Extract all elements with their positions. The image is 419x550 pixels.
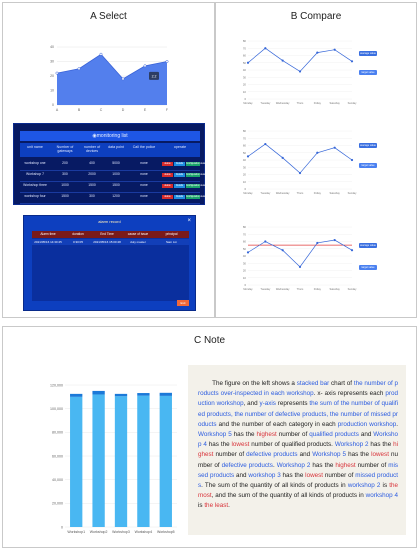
note-segment: the most: [198, 482, 398, 500]
note-segment: and the number of each category in each: [216, 420, 338, 428]
alarm-table: [32, 231, 189, 301]
table-cell: 1200: [112, 194, 120, 198]
note-segment: is: [198, 502, 205, 510]
area-chart[interactable]: [43, 41, 173, 113]
note-segment: . The sum of the quantity of all kinds of products in: [201, 482, 348, 490]
table-cell: 1000: [61, 183, 69, 187]
note-segment: has the: [231, 431, 257, 439]
column-header: principal: [165, 232, 178, 236]
average-value-button-3[interactable]: average value: [360, 244, 376, 247]
area-point: [166, 60, 168, 62]
stacked-bar-chart[interactable]: [41, 377, 181, 545]
y-tick-label: 0: [61, 525, 63, 530]
y-tick-label: 10: [242, 179, 246, 184]
series-point: [247, 155, 249, 157]
y-tick-label: 60: [242, 53, 246, 58]
y-tick-label: 100,000: [50, 406, 63, 411]
table-cell: 2021/05/16 14:30:45: [34, 240, 62, 244]
bar-segment: [115, 394, 127, 396]
area-point: [56, 72, 58, 74]
x-tick-label: Saturday: [329, 102, 340, 105]
alarm-table-row[interactable]: [32, 239, 189, 245]
table-cell: Workshop 7: [25, 172, 45, 176]
series-point: [247, 251, 249, 253]
alarm-table-header: [32, 231, 189, 238]
column-header: End Time: [100, 232, 114, 236]
series-point: [316, 152, 318, 154]
series-point: [351, 60, 353, 62]
column-header: duration: [72, 232, 84, 236]
note-segment: The figure on the left shows a: [212, 380, 297, 387]
note-segment: missed products: [198, 461, 399, 479]
y-tick-label: 70: [242, 46, 246, 51]
note-segment: missed products: [198, 471, 399, 490]
note-segment: . x- axis represents each: [313, 390, 386, 398]
note-segment: represents: [275, 400, 310, 408]
series-line: [248, 240, 352, 267]
y-tick-label: 20: [50, 74, 54, 79]
note-segment: has the: [280, 471, 306, 479]
area-point: [144, 65, 146, 67]
list-icon: ◉: [92, 133, 97, 139]
series-line: [248, 144, 352, 173]
y-tick-label: 40: [242, 158, 246, 162]
x-tick-label: F: [165, 108, 169, 112]
x-tick-label: Wednesday: [275, 288, 290, 291]
compare-chart-2[interactable]: [238, 127, 356, 199]
x-tick-label: Wednesday: [275, 192, 290, 195]
bar-segment: [160, 396, 172, 527]
note-segment: workshop 4: [365, 492, 399, 500]
x-tick-label: Tuesday: [260, 192, 271, 195]
y-tick-label: 0: [244, 187, 246, 191]
bar-segment: [92, 394, 104, 527]
note-segment: lowest: [231, 441, 250, 449]
y-tick-label: 40: [242, 254, 246, 258]
x-tick-label: Workshop5: [156, 530, 175, 534]
bar-segment: [115, 396, 127, 527]
y-tick-label: 50: [242, 60, 246, 65]
y-tick-label: 20: [242, 268, 246, 273]
y-tick-label: 60,000: [52, 454, 63, 459]
close-icon[interactable]: ×: [187, 218, 191, 224]
column-header: cause of issue: [127, 232, 149, 236]
x-tick-label: Friday: [313, 192, 321, 195]
area-point: [100, 53, 102, 55]
series-point: [351, 249, 353, 251]
note-segment: stacked bar: [296, 380, 330, 387]
series-point: [282, 59, 284, 61]
compare-chart-1[interactable]: [238, 37, 356, 109]
note-segment: and: [234, 471, 249, 479]
column-header: data point: [108, 145, 124, 149]
details-button[interactable]: Details: [175, 163, 184, 165]
configuration-details-button[interactable]: Configuration details: [186, 174, 207, 176]
table-row[interactable]: [20, 192, 207, 204]
target-value-button-1[interactable]: target value: [359, 70, 377, 75]
table-cell: Sam Lin: [165, 240, 177, 244]
note-segment: , and: [243, 400, 260, 408]
monitoring-list-title: [20, 131, 200, 141]
x-tick-label: Saturday: [329, 192, 340, 195]
note-segment: , and the sum of the quantity of all kinds of products in: [211, 492, 366, 500]
configuration-details-button[interactable]: Configuration details: [186, 163, 207, 165]
y-tick-label: 80,000: [52, 430, 63, 435]
note-segment: Workshop 5: [312, 451, 347, 459]
note-segment: production workshop: [198, 390, 398, 408]
note-segment: the number of products over-inspected in each workshop: [198, 380, 399, 398]
y-tick-label: 30: [242, 261, 246, 266]
series-point: [264, 143, 266, 145]
delete-button[interactable]: delete: [162, 162, 173, 166]
x-tick-label: Thurs: [296, 192, 304, 195]
series-point: [316, 52, 318, 54]
y-tick-label: 40: [50, 45, 54, 50]
alarm-record-dialog: [23, 215, 196, 311]
average-value-button-2[interactable]: average value: [360, 144, 376, 147]
table-cell: workshop one: [24, 161, 46, 165]
y-tick-label: 30: [242, 165, 246, 170]
panel-compare: [215, 2, 417, 318]
note-segment: number of: [323, 471, 356, 479]
x-tick-label: Monday: [243, 102, 253, 105]
y-tick-label: 10: [50, 88, 54, 93]
alarm-record-title: alarm record: [98, 219, 121, 224]
x-tick-label: Tuesday: [260, 102, 271, 105]
panel-c-title: C Note: [193, 335, 226, 346]
tooltip-value: 2.2: [151, 74, 157, 79]
bar-segment: [137, 393, 149, 396]
column-header: operate: [173, 145, 187, 149]
y-tick-label: 40: [242, 68, 246, 72]
x-tick-label: Workshop3: [112, 530, 130, 534]
table-cell: 2000: [88, 172, 96, 176]
table-cell: 0:30:05: [72, 240, 83, 244]
panel-note: [2, 326, 417, 548]
note-segment: is: [380, 482, 390, 490]
y-tick-label: 80: [242, 129, 246, 133]
note-segment: and: [358, 431, 374, 439]
details-button[interactable]: Details: [175, 185, 184, 187]
y-tick-label: 30: [50, 59, 54, 64]
bar-segment: [92, 391, 104, 395]
series-point: [247, 62, 249, 64]
y-tick-label: 60: [242, 143, 246, 148]
note-segment: the sum of the number of qualified products, the number of defective products, the number of missed products: [198, 400, 398, 428]
y-tick-label: 70: [242, 232, 246, 237]
note-segment: Workshop 4: [198, 431, 399, 449]
x-tick-label: Tuesday: [260, 288, 271, 291]
note-segment: number of: [213, 451, 247, 459]
x-tick-label: Friday: [313, 288, 321, 291]
compare-chart-3[interactable]: [238, 223, 356, 295]
note-segment: has the: [368, 441, 394, 449]
x-tick-label: Sunday: [347, 192, 357, 195]
y-tick-label: 20: [242, 172, 246, 177]
series-point: [299, 70, 301, 72]
table-cell: 5000: [112, 161, 120, 165]
x-tick-label: Workshop4: [134, 530, 153, 534]
x-tick-label: B: [77, 108, 81, 112]
table-cell: workshop four: [24, 194, 46, 198]
delete-button[interactable]: delete: [162, 173, 173, 177]
x-tick-label: Monday: [243, 288, 253, 291]
series-point: [316, 242, 318, 244]
note-segment: lowest: [305, 471, 324, 479]
x-tick-label: Sunday: [347, 288, 357, 291]
note-segment: chart of: [329, 380, 354, 387]
note-segment: production workshop: [337, 420, 397, 428]
column-header: Alarm time: [40, 232, 56, 236]
note-segment: workshop 2: [347, 482, 381, 490]
note-segment: highest: [335, 461, 356, 469]
note-segment: .: [396, 420, 398, 428]
note-segment: number of: [276, 431, 310, 439]
note-card: [188, 365, 406, 535]
x-tick-label: Monday: [243, 192, 253, 195]
table-cell: 1500: [61, 194, 69, 198]
table-cell: 200: [62, 161, 68, 165]
series-point: [282, 157, 284, 159]
note-segment: .: [272, 461, 277, 469]
table-cell: none: [140, 172, 148, 176]
y-tick-label: 0: [244, 283, 246, 287]
y-tick-label: 60: [242, 239, 246, 244]
column-header: number of devices: [83, 145, 101, 153]
series-point: [264, 240, 266, 242]
y-tick-label: 30: [242, 75, 246, 80]
monitoring-list-panel: [13, 123, 205, 205]
y-tick-label: 40,000: [52, 477, 63, 482]
y-tick-label: 10: [242, 275, 246, 280]
note-segment: number of qualified products.: [249, 441, 335, 449]
series-point: [334, 147, 336, 149]
note-segment: y-axis: [259, 400, 276, 408]
note-segment: Workshop 5: [198, 431, 232, 439]
note-segment: workshop 3: [248, 471, 281, 479]
table-cell: none: [140, 161, 148, 165]
panel-b-title: B Compare: [290, 11, 342, 22]
table-cell: Workshop three: [23, 183, 47, 187]
x-tick-label: D: [121, 108, 125, 112]
table-cell: duty master: [130, 240, 146, 244]
note-segment: Workshop 2: [334, 441, 369, 449]
note-segment: and: [297, 451, 313, 459]
details-button[interactable]: Details: [175, 174, 184, 176]
series-point: [282, 249, 284, 251]
series-line: [248, 48, 352, 71]
note-segment: defective products: [246, 451, 298, 459]
target-value-button-2[interactable]: target value: [359, 163, 377, 168]
y-tick-label: 0: [244, 97, 246, 101]
note-segment: number of: [355, 461, 389, 469]
y-tick-label: 0: [52, 103, 54, 108]
panel-a-title: A Select: [90, 11, 127, 22]
x-tick-label: Thurs: [296, 288, 304, 291]
configuration-details-button[interactable]: Configuration details: [186, 196, 207, 198]
delete-button[interactable]: delete: [162, 184, 173, 188]
monitoring-list-header: [20, 143, 200, 157]
x-tick-label: Thurs: [296, 102, 304, 105]
table-cell: 300: [89, 194, 95, 198]
y-tick-label: 80: [242, 225, 246, 229]
column-header: unit name: [27, 145, 43, 149]
table-cell: 300: [62, 172, 68, 176]
series-point: [351, 159, 353, 161]
y-tick-label: 120,000: [50, 383, 63, 388]
target-value-button-3[interactable]: target value: [359, 265, 377, 270]
y-tick-label: 80: [242, 39, 246, 43]
table-cell: 1000: [112, 172, 120, 176]
x-tick-label: C: [99, 108, 103, 112]
note-segment: qualified products: [309, 431, 359, 439]
delete-button[interactable]: delete: [162, 195, 173, 199]
table-cell: none: [140, 183, 148, 187]
area-point: [122, 78, 124, 80]
details-button[interactable]: Details: [175, 196, 184, 198]
monitoring-list-title-text: monitoring list: [96, 133, 128, 139]
y-tick-label: 20: [242, 82, 246, 87]
series-point: [334, 239, 336, 241]
note-paragraph: [198, 379, 398, 512]
y-tick-label: 20,000: [52, 501, 63, 506]
table-cell: none: [140, 194, 148, 198]
note-segment: defective products: [221, 461, 273, 469]
y-tick-label: 50: [242, 150, 246, 155]
note-segment: has the: [206, 441, 232, 449]
bar-segment: [70, 397, 82, 527]
table-cell: 400: [89, 161, 95, 165]
bar-segment: [160, 393, 172, 396]
bar-segment: [137, 396, 149, 527]
column-header: Call the police: [132, 145, 156, 149]
x-tick-label: A: [55, 108, 59, 112]
note-segment: has the: [310, 461, 336, 469]
note-segment: .: [228, 502, 230, 510]
bar-segment: [70, 394, 82, 397]
area-point: [78, 68, 80, 70]
series-point: [299, 172, 301, 174]
x-tick-label: Friday: [313, 102, 321, 105]
note-segment: lowest: [371, 451, 389, 459]
note-segment: the least: [204, 502, 229, 510]
exit-button[interactable]: Exit: [177, 300, 189, 306]
series-point: [264, 47, 266, 49]
table-cell: 1500: [112, 183, 120, 187]
series-point: [334, 49, 336, 51]
x-tick-label: Workshop2: [89, 530, 108, 534]
y-tick-label: 10: [242, 89, 246, 94]
y-tick-label: 50: [242, 246, 246, 251]
x-tick-label: Saturday: [329, 288, 340, 291]
configuration-details-button[interactable]: Configuration details: [186, 185, 207, 187]
table-cell: 1500: [88, 183, 96, 187]
note-segment: number of: [198, 451, 399, 469]
x-tick-label: Wednesday: [275, 102, 290, 105]
table-cell: 2021/05/16 15:00:48: [93, 240, 121, 244]
x-tick-label: Sunday: [347, 102, 357, 105]
x-tick-label: Workshop1: [67, 530, 86, 534]
note-segment: has the: [346, 451, 372, 459]
note-segment: Workshop 2: [276, 461, 311, 469]
note-segment: highest: [256, 431, 277, 439]
y-tick-label: 70: [242, 136, 246, 141]
column-header: Number of gateways: [56, 145, 74, 153]
x-tick-label: E: [143, 108, 147, 112]
panel-select: [2, 2, 215, 318]
series-point: [299, 266, 301, 268]
average-value-button-1[interactable]: average value: [360, 52, 376, 55]
note-segment: highest: [198, 441, 398, 459]
